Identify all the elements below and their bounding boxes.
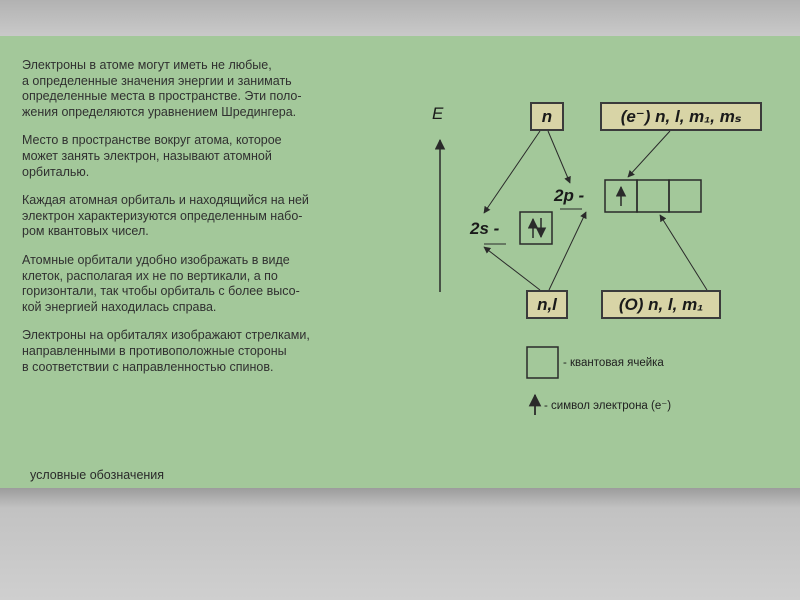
cell-2p-2 — [637, 180, 669, 212]
text-line: ром квантовых чисел. — [22, 224, 149, 239]
legend-arrow-text: - символ электрона (e⁻) — [544, 400, 672, 412]
text-line: жения определяются уравнением Шредингера. — [22, 104, 297, 119]
box-orbital: (O) n, l, m₁ — [601, 290, 721, 319]
arrow-nl-to-2p — [549, 212, 586, 290]
arrow-orbital-to-cells — [660, 215, 707, 290]
text-line: Атомные орбитали удобно изображать в виде — [22, 252, 290, 267]
arrow-nl-to-2s — [484, 247, 540, 290]
text-line: Электроны в атоме могут иметь не любые, — [22, 58, 272, 72]
box-electron: (e⁻) n, l, m₁, mₛ — [600, 102, 762, 131]
box-nl: n,l — [526, 290, 568, 319]
text-line: в соответствии с направленностью спинов. — [22, 359, 274, 374]
legend-caption: условные обозначения — [30, 468, 165, 482]
level-label-2p: 2p - — [554, 186, 585, 205]
cell-2s — [520, 212, 552, 244]
text-line: может занять электрон, называют атомной — [22, 148, 272, 163]
cell-2p-3 — [669, 180, 701, 212]
text-line: орбиталью. — [22, 164, 90, 179]
arrow-n-to-2p — [548, 131, 570, 183]
legend-cell-icon — [527, 347, 558, 378]
text-line: Электроны на орбиталях изображают стрелками, — [22, 328, 310, 343]
text-line: кой энергией находилась справа. — [22, 299, 217, 314]
arrow-electron-to-spin — [628, 131, 670, 177]
text-line: горизонтали, так чтобы орбиталь с более высо- — [22, 284, 300, 299]
text-line: Каждая атомная орбиталь и находящийся на ней — [22, 193, 309, 208]
energy-axis-label: E — [432, 104, 444, 123]
level-label-2s: 2s - — [470, 219, 500, 238]
text-line: направленными в противоположные стороны — [22, 343, 287, 358]
text-line: электрон характеризуются определенным набо- — [22, 208, 303, 223]
text-line: клеток, располагая их не по вертикали, а по — [22, 268, 278, 283]
box-n: n — [530, 102, 564, 131]
text-line: Место в пространстве вокруг атома, которое — [22, 133, 282, 148]
text-line: определенные места в пространстве. Эти поло- — [22, 89, 302, 104]
arrow-n-to-2s — [484, 131, 540, 213]
text-line: а определенные значения энергии и занимать — [22, 73, 292, 88]
legend-cell-text: - квантовая ячейка — [563, 357, 664, 369]
